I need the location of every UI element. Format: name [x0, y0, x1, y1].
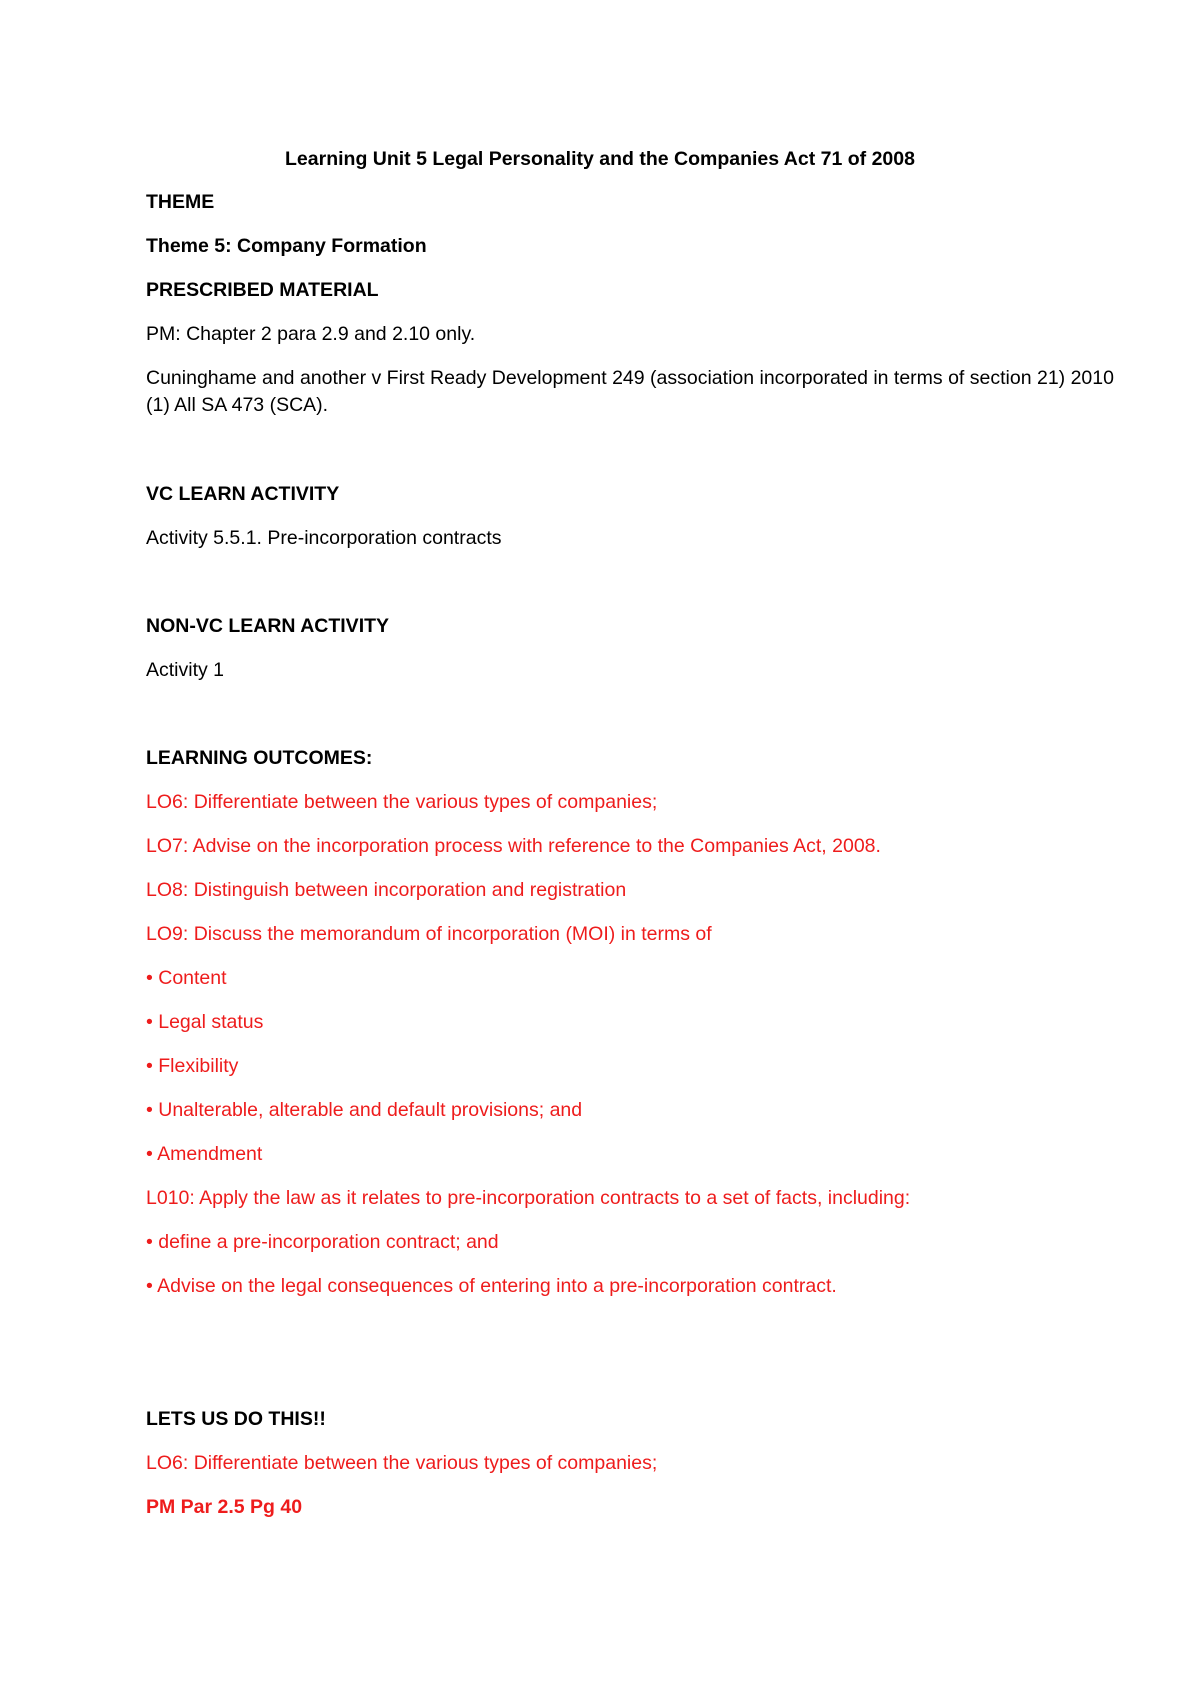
- outcome-bullet: • Flexibility: [146, 1055, 239, 1077]
- vc-activity: Activity 5.5.1. Pre-incorporation contracts: [146, 527, 502, 549]
- outcome-bullet: • Unalterable, alterable and default provisions; and: [146, 1099, 583, 1121]
- document-title: Learning Unit 5 Legal Personality and the Companies Act 71 of 2008: [285, 148, 915, 170]
- outcome-item: LO9: Discuss the memorandum of incorporation (MOI) in terms of: [146, 923, 712, 945]
- lets-outcome: LO6: Differentiate between the various types of companies;: [146, 1452, 658, 1474]
- outcome-item: L010: Apply the law as it relates to pre-incorporation contracts to a set of facts, including:: [146, 1187, 911, 1209]
- prescribed-heading: PRESCRIBED MATERIAL: [146, 279, 379, 301]
- prescribed-pm: PM: Chapter 2 para 2.9 and 2.10 only.: [146, 323, 476, 345]
- nonvc-activity: Activity 1: [146, 659, 225, 681]
- case-citation-line1: Cuninghame and another v First Ready Development 249 (association incorporated in terms of section 21) 2010: [146, 367, 1114, 389]
- theme-text: Theme 5: Company Formation: [146, 235, 427, 257]
- pm-reference: PM Par 2.5 Pg 40: [146, 1496, 303, 1518]
- vc-heading: VC LEARN ACTIVITY: [146, 483, 340, 505]
- outcome-bullet: • Content: [146, 967, 227, 989]
- nonvc-heading: NON-VC LEARN ACTIVITY: [146, 615, 390, 637]
- outcome-bullet: • Legal status: [146, 1011, 264, 1033]
- case-citation-line2: (1) All SA 473 (SCA).: [146, 394, 329, 416]
- outcome-bullet: • define a pre-incorporation contract; and: [146, 1231, 499, 1253]
- outcome-item: LO7: Advise on the incorporation process with reference to the Companies Act, 2008.: [146, 835, 881, 857]
- lets-heading: LETS US DO THIS!!: [146, 1408, 326, 1430]
- outcome-item: LO6: Differentiate between the various types of companies;: [146, 791, 658, 813]
- outcomes-heading: LEARNING OUTCOMES:: [146, 747, 373, 769]
- outcome-bullet: • Amendment: [146, 1143, 263, 1165]
- outcome-item: LO8: Distinguish between incorporation and registration: [146, 879, 627, 901]
- theme-heading: THEME: [146, 191, 215, 213]
- outcome-bullet: • Advise on the legal consequences of entering into a pre-incorporation contract.: [146, 1275, 837, 1297]
